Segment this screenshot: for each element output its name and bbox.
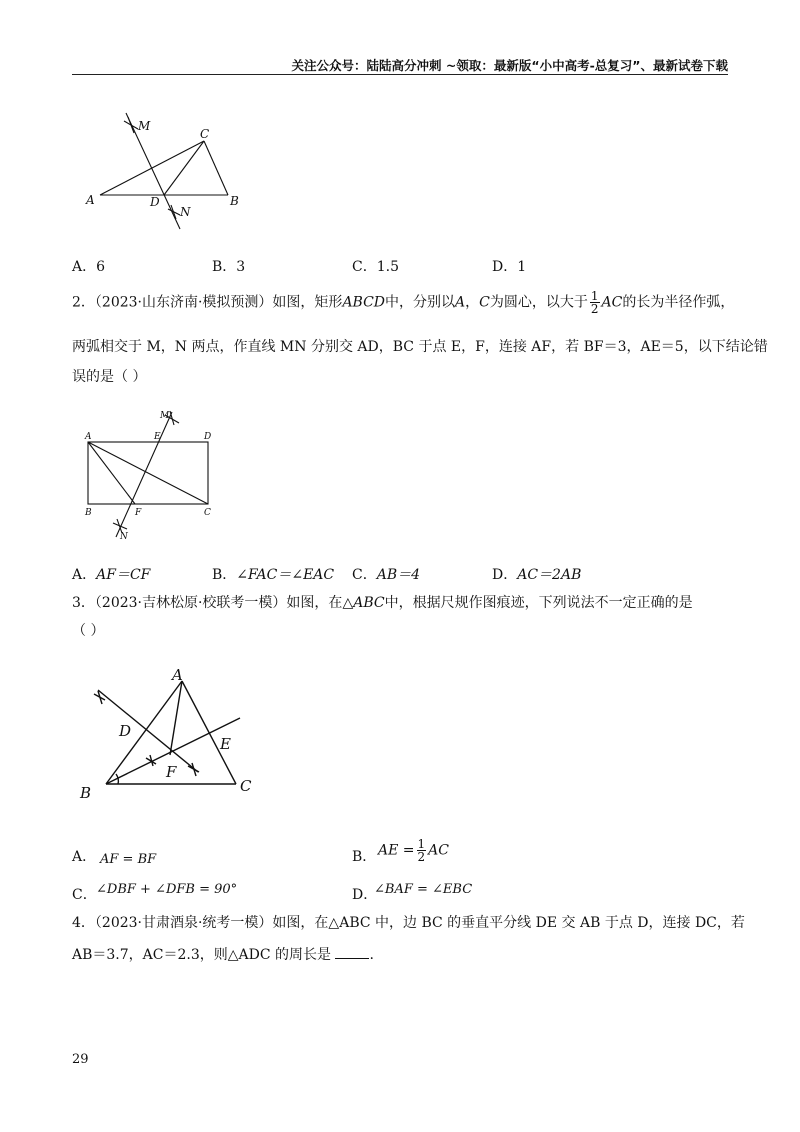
fig3-label-c: C xyxy=(240,777,252,795)
q3-option-c-letter: C． xyxy=(72,887,97,903)
q1-option-b: B．3 xyxy=(212,259,246,275)
q3-option-d-letter: D． xyxy=(352,887,378,903)
q4-answer-blank[interactable] xyxy=(335,944,369,959)
fig1-arc-m2 xyxy=(128,117,134,133)
q2-option-a: A．AF＝CF xyxy=(72,567,151,583)
fig3-label-e: E xyxy=(220,735,231,753)
fig2-label-d: D xyxy=(204,432,212,442)
page-header: 关注公众号：陆陆高分冲刺 ~领取：最新版“小中高考-总复习”、最新试卷下载 xyxy=(291,58,728,73)
fig1-label-c: C xyxy=(200,127,210,141)
q3-option-a-value: AF = BF xyxy=(100,852,157,867)
q2-stem-line-3: 误的是（ ） xyxy=(72,369,147,385)
fig2-label-e: E xyxy=(154,432,161,442)
q3-option-a-letter: A． xyxy=(72,849,97,865)
q4-stem-line-1: 4．（2023·甘肃酒泉·统考一模）如图，在△ABC 中，边 BC 的垂直平分线 DE 交 AB 于点 D，连接 DC，若 xyxy=(72,915,745,931)
q2-stem-line-2: 两弧相交于 M，N 两点，作直线 MN 分别交 AD，BC 于点 E，F，连接 AF，若 BF＝3，AE＝5，以下结论错 xyxy=(72,339,768,355)
fig1-line-cb xyxy=(204,141,228,195)
fig2-label-b: B xyxy=(85,508,92,518)
fig1-label-d: D xyxy=(150,195,160,209)
q2-option-d: D．AC＝2AB xyxy=(492,567,582,583)
fig2-label-m: M xyxy=(160,411,170,421)
figure-3 xyxy=(72,660,272,805)
q3-option-b-value: AE = $\frac{1}{2}$ AC xyxy=(378,837,449,864)
q1-option-d: D．1 xyxy=(492,259,527,275)
fig2-label-a: A xyxy=(85,432,92,442)
fig1-label-m: M xyxy=(138,119,151,133)
fig3-label-d: D xyxy=(119,722,132,740)
fig1-label-b: B xyxy=(230,194,239,208)
figure-2 xyxy=(80,405,220,545)
q1-option-a: A．6 xyxy=(72,259,106,275)
q2-option-c: C．AB＝4 xyxy=(352,567,421,583)
fig1-line-mn xyxy=(126,113,180,229)
q2-option-b: B．∠FAC＝∠EAC xyxy=(212,567,335,583)
fig2-line-ac xyxy=(88,442,208,504)
fig3-label-f: F xyxy=(166,763,177,781)
fig2-label-n: N xyxy=(120,532,128,542)
fig2-label-c: C xyxy=(204,508,211,518)
fig3-line-af xyxy=(170,681,182,755)
fig2-line-af xyxy=(88,442,135,504)
q3-option-c-value: ∠DBF + ∠DFB = 90° xyxy=(96,882,238,897)
figure-1 xyxy=(80,108,250,233)
fig3-label-a: A xyxy=(172,666,183,684)
fig2-line-mn xyxy=(116,412,172,537)
fig1-label-a: A xyxy=(86,193,95,207)
header-rule xyxy=(72,74,728,75)
q2-stem-line-1: 2．（2023·山东济南·模拟预测）如图，矩形ABCD中，分别以A，C为圆心，以大于 $\frac{1}{2}$ AC的长为半径作弧， xyxy=(72,289,735,316)
fig1-label-n: N xyxy=(180,205,191,219)
page-number: 29 xyxy=(72,1052,89,1067)
fig3-label-b: B xyxy=(80,784,92,802)
q2-fraction: $\frac{1}{2}$ xyxy=(590,289,599,316)
q3-stem-line-1: 3．（2023·吉林松原·校联考一模）如图，在△ABC中，根据尺规作图痕迹，下列说法不一定正确的是 xyxy=(72,595,693,611)
fig2-label-f: F xyxy=(135,508,142,518)
fig1-line-dc xyxy=(164,141,204,195)
q3-stem-line-2: （ ） xyxy=(72,623,105,639)
q1-option-c: C．1.5 xyxy=(352,259,399,275)
q3-option-d-value: ∠BAF = ∠EBC xyxy=(374,882,473,897)
q3-option-b-letter: B． xyxy=(352,849,377,865)
q4-stem-line-2: AB＝3.7，AC＝2.3，则△ADC 的周长是 . xyxy=(72,944,374,966)
